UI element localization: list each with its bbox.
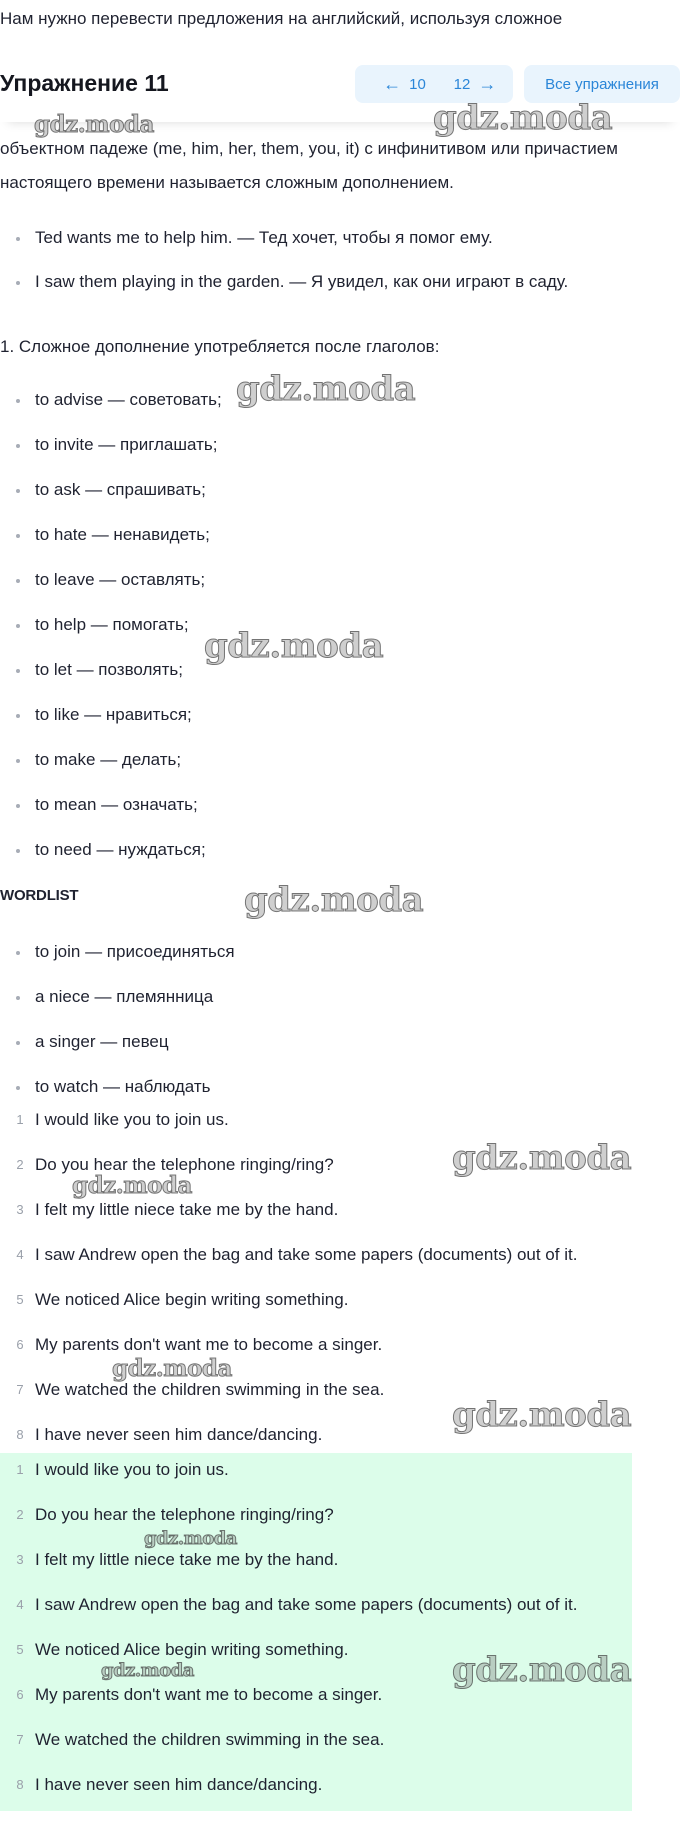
arrow-left-icon: ←: [383, 74, 402, 94]
theory-line-1: объектном падеже (me, him, her, them, you, it) с инфинитивом или причастием: [0, 139, 618, 158]
watermark: gdz.moda: [72, 1172, 192, 1199]
watermark: gdz.moda: [204, 626, 384, 666]
watermark: gdz.moda: [144, 1528, 237, 1549]
arrow-right-icon: →: [478, 74, 497, 94]
theory-line-2: настоящего времени называется сложным дополнением.: [0, 173, 454, 192]
watermark: gdz.moda: [433, 98, 613, 138]
watermark: gdz.moda: [236, 369, 416, 409]
watermark: gdz.moda: [452, 1138, 632, 1178]
watermark: gdz.moda: [101, 1660, 194, 1681]
all-exercises-label: Все упражнения: [545, 75, 659, 93]
next-exercise-label: 12: [453, 75, 471, 93]
wordlist-heading: WORDLIST: [0, 887, 79, 904]
page-title: Упражнение 11: [0, 70, 169, 96]
watermark: gdz.moda: [34, 111, 154, 138]
watermark: gdz.moda: [452, 1650, 632, 1690]
watermark: gdz.moda: [452, 1395, 632, 1435]
rule-text: 1. Сложное дополнение употребляется после глаголов:: [0, 337, 440, 356]
watermark: gdz.moda: [244, 880, 424, 920]
intro-text: Нам нужно перевести предложения на английский, используя сложное: [0, 9, 563, 28]
watermark: gdz.moda: [112, 1355, 232, 1382]
prev-exercise-label: 10: [409, 75, 426, 93]
